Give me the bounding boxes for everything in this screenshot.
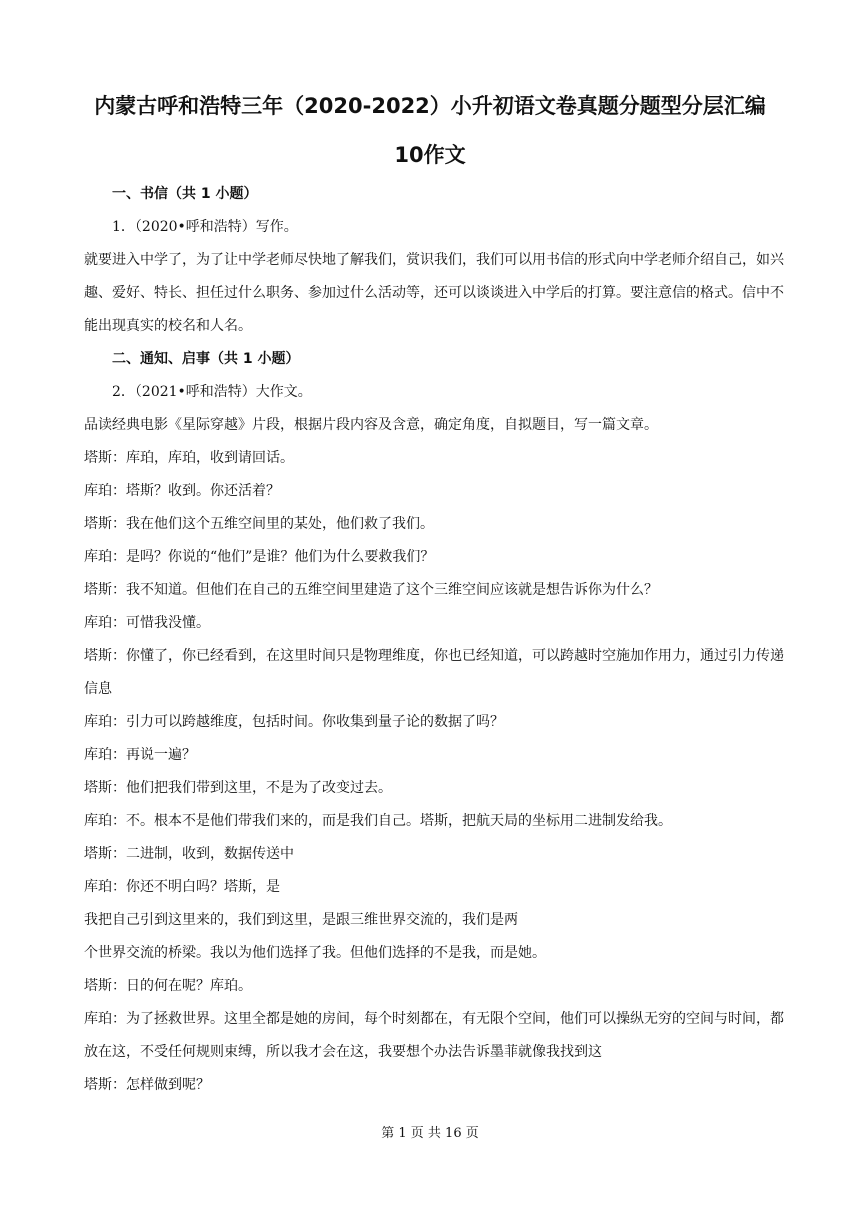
section-heading-letter: 一、书信（共 1 小题） xyxy=(112,186,258,202)
dialogue-line: 塔斯：我不知道。但他们在自己的五维空间里建造了这个三维空间应该就是想告诉你为什么？ xyxy=(84,582,658,598)
dialogue-line: 塔斯：怎样做到呢？ xyxy=(84,1077,210,1093)
dialogue-line: 库珀：再说一遍？ xyxy=(84,747,196,763)
dialogue-line: 塔斯：他们把我们带到这里，不是为了改变过去。 xyxy=(84,780,392,796)
dialogue-line: 库珀：是吗？你说的“他们”是谁？他们为什么要救我们？ xyxy=(84,549,435,565)
dialogue-line: 塔斯：你懂了，你已经看到，在这里时间只是物理维度，你也已经知道，可以跨越时空施加作用力，通过引力传递信息 xyxy=(84,648,784,697)
dialogue-line: 库珀：引力可以跨越维度，包括时间。你收集到量子论的数据了吗？ xyxy=(84,714,504,730)
dialogue-line: 个世界交流的桥梁。我以为他们选择了我。但他们选择的不是我，而是她。 xyxy=(84,945,546,961)
page-footer: 第 1 页 共 16 页 xyxy=(381,1126,479,1141)
document-body xyxy=(84,178,784,1102)
document-title: 内蒙古呼和浩特三年（2020-2022）小升初语文卷真题分题型分层汇编 xyxy=(94,94,766,118)
document-subtitle: 10作文 xyxy=(394,143,466,167)
dialogue-line: 库珀：可惜我没懂。 xyxy=(84,615,210,631)
dialogue-line: 塔斯：日的何在呢？库珀。 xyxy=(84,978,252,994)
dialogue-line: 库珀：你还不明白吗？塔斯，是 xyxy=(84,879,280,895)
dialogue-line: 库珀：塔斯？收到。你还活着？ xyxy=(84,483,280,499)
section-heading-notice: 二、通知、启事（共 1 小题） xyxy=(112,351,300,367)
question-1-header: 1．（2020•呼和浩特）写作。 xyxy=(112,219,298,235)
dialogue-line: 我把自己引到这里来的，我们到这里，是跟三维世界交流的，我们是两 xyxy=(84,912,518,928)
dialogue-line: 塔斯：我在他们这个五维空间里的某处，他们救了我们。 xyxy=(84,516,434,532)
dialogue-line: 库珀：不。根本不是他们带我们来的，而是我们自己。塔斯，把航天局的坐标用二进制发给我。 xyxy=(84,813,672,829)
question-2-prompt: 品读经典电影《星际穿越》片段，根据片段内容及含意，确定角度，自拟题目，写一篇文章。 xyxy=(84,417,658,433)
question-2-header: 2．（2021•呼和浩特）大作文。 xyxy=(112,384,312,400)
dialogue-line: 塔斯：二进制，收到，数据传送中 xyxy=(84,846,294,862)
dialogue-line: 库珀：为了拯救世界。这里全都是她的房间，每个时刻都在，有无限个空间，他们可以操纵无穷的空间与时间，都放在这，不受任何规则束缚，所以我才会在这，我要想个办法告诉墨菲就像我找到这 xyxy=(84,1011,784,1060)
question-1-prompt: 就要进入中学了，为了让中学老师尽快地了解我们，赏识我们，我们可以用书信的形式向中学老师介绍自己，如兴趣、爱好、特长、担任过什么职务、参加过什么活动等，还可以谈谈进入中学后的打算。要注意信的格式。信中不能出现真实的校名和人名。 xyxy=(84,252,784,334)
dialogue-line: 塔斯：库珀，库珀，收到请回话。 xyxy=(84,450,294,466)
